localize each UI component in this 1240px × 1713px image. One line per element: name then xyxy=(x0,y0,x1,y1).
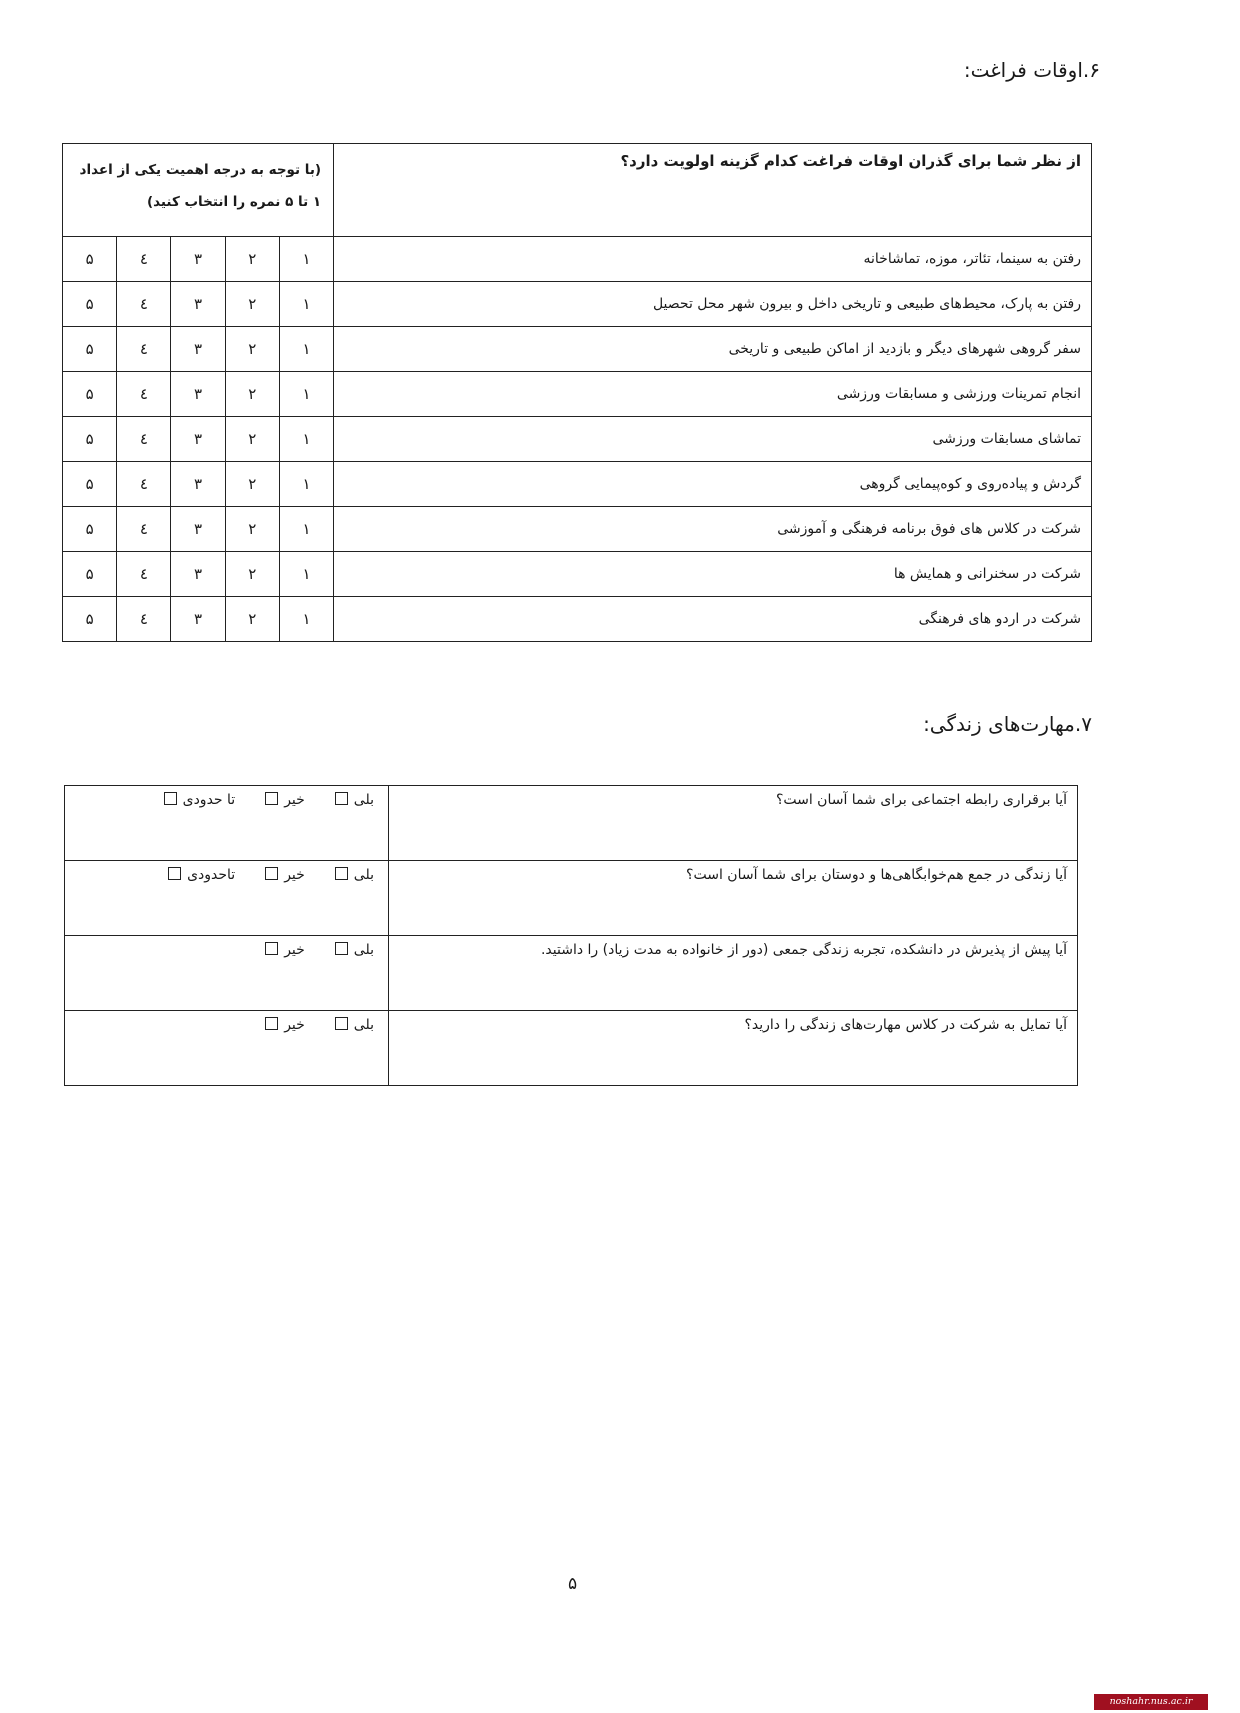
section6-title: ۶.اوقات فراغت: xyxy=(963,58,1100,82)
rating-option-5[interactable]: ۵ xyxy=(63,417,117,462)
rating-option-3[interactable]: ۳ xyxy=(171,327,225,372)
life-skills-question: آیا زندگی در جمع هم‌خوابگاهی‌ها و دوستان برای شما آسان است؟ xyxy=(389,861,1078,936)
rating-option-3[interactable]: ۳ xyxy=(171,282,225,327)
answer-option-label: بلی xyxy=(353,942,374,958)
leisure-row xyxy=(63,462,1092,507)
checkbox-icon[interactable] xyxy=(265,1017,278,1030)
answer-option-label: خیر xyxy=(284,942,305,958)
leisure-item-label: رفتن به سینما، تئاتر، موزه، تماشاخانه xyxy=(334,237,1092,282)
rating-option-3[interactable]: ۳ xyxy=(171,462,225,507)
rating-option-1[interactable]: ۱ xyxy=(279,597,333,642)
rating-option-1[interactable]: ۱ xyxy=(279,327,333,372)
rating-option-4[interactable]: ٤ xyxy=(117,417,171,462)
answer-options xyxy=(65,1011,389,1086)
leisure-items xyxy=(63,237,1092,642)
leisure-row xyxy=(63,507,1092,552)
leisure-row xyxy=(63,237,1092,282)
rating-option-5[interactable]: ۵ xyxy=(63,282,117,327)
life-skills-rows xyxy=(65,786,1078,1086)
leisure-item-label: شرکت در اردو های فرهنگی xyxy=(334,597,1092,642)
page-number: ۵ xyxy=(568,1574,578,1594)
answer-option-label: خیر xyxy=(284,1017,305,1033)
rating-option-5[interactable]: ۵ xyxy=(63,327,117,372)
rating-option-4[interactable]: ٤ xyxy=(117,327,171,372)
leisure-question: از نظر شما برای گذران اوقات فراغت کدام گزینه اولویت دارد؟ xyxy=(334,144,1092,237)
rating-option-5[interactable]: ۵ xyxy=(63,597,117,642)
leisure-item-label: تماشای مسابقات ورزشی xyxy=(334,417,1092,462)
rating-option-2[interactable]: ۲ xyxy=(225,507,279,552)
answer-option[interactable] xyxy=(168,867,235,883)
rating-option-4[interactable]: ٤ xyxy=(117,552,171,597)
scale-instruction xyxy=(63,144,334,237)
answer-option-label: تا حدودی xyxy=(182,792,236,808)
rating-option-2[interactable]: ۲ xyxy=(225,327,279,372)
section7-title: ۷.مهارت‌های زندگی: xyxy=(923,712,1092,736)
rating-option-5[interactable]: ۵ xyxy=(63,507,117,552)
life-skills-row xyxy=(65,786,1078,861)
life-skills-row xyxy=(65,861,1078,936)
site-watermark[interactable]: noshahr.nus.ac.ir xyxy=(1094,1694,1208,1710)
rating-option-1[interactable]: ۱ xyxy=(279,552,333,597)
answer-option[interactable] xyxy=(265,942,305,958)
answer-option[interactable] xyxy=(265,1017,305,1033)
answer-option[interactable] xyxy=(265,792,305,808)
rating-option-3[interactable]: ۳ xyxy=(171,597,225,642)
answer-options xyxy=(65,861,389,936)
leisure-item-label: شرکت در کلاس های فوق برنامه فرهنگی و آموزشی xyxy=(334,507,1092,552)
leisure-table xyxy=(62,143,1092,642)
answer-option[interactable] xyxy=(265,867,305,883)
checkbox-icon[interactable] xyxy=(265,942,278,955)
leisure-row xyxy=(63,282,1092,327)
answer-option-label: خیر xyxy=(284,867,305,883)
life-skills-row xyxy=(65,936,1078,1011)
rating-option-4[interactable]: ٤ xyxy=(117,597,171,642)
checkbox-icon[interactable] xyxy=(335,792,348,805)
leisure-item-label: انجام تمرینات ورزشی و مسابقات ورزشی xyxy=(334,372,1092,417)
answer-option[interactable] xyxy=(164,792,236,808)
checkbox-icon[interactable] xyxy=(335,867,348,880)
life-skills-question: آیا پیش از پذیرش در دانشکده، تجربه زندگی جمعی (دور از خانواده به مدت زیاد) را داشتید. xyxy=(389,936,1078,1011)
rating-option-5[interactable]: ۵ xyxy=(63,372,117,417)
life-skills-question: آیا برقراری رابطه اجتماعی برای شما آسان است؟ xyxy=(389,786,1078,861)
rating-option-4[interactable]: ٤ xyxy=(117,237,171,282)
answer-option[interactable] xyxy=(335,792,374,808)
rating-option-4[interactable]: ٤ xyxy=(117,507,171,552)
scale-instruction-line2: ۱ تا ۵ نمره را انتخاب کنید) xyxy=(146,194,322,210)
answer-option-label: بلی xyxy=(353,1017,374,1033)
scale-instruction-line1: (با توجه به درجه اهمیت یکی از اعداد xyxy=(79,162,322,178)
rating-option-2[interactable]: ۲ xyxy=(225,552,279,597)
leisure-item-label: رفتن به پارک، محیط‌های طبیعی و تاریخی داخل و بیرون شهر محل تحصیل xyxy=(334,282,1092,327)
checkbox-icon[interactable] xyxy=(164,792,177,805)
life-skills-row xyxy=(65,1011,1078,1086)
rating-option-2[interactable]: ۲ xyxy=(225,372,279,417)
answer-option-label: بلی xyxy=(353,792,374,808)
life-skills-question: آیا تمایل به شرکت در کلاس مهارت‌های زندگی را دارید؟ xyxy=(389,1011,1078,1086)
life-skills-table xyxy=(64,785,1078,1086)
rating-option-4[interactable]: ٤ xyxy=(117,462,171,507)
answer-option-label: تاحدودی xyxy=(187,867,236,883)
rating-option-2[interactable]: ۲ xyxy=(225,417,279,462)
leisure-item-label: سفر گروهی شهرهای دیگر و بازدید از اماکن طبیعی و تاریخی xyxy=(334,327,1092,372)
rating-option-4[interactable]: ٤ xyxy=(117,282,171,327)
answer-options xyxy=(65,936,389,1011)
rating-option-3[interactable]: ۳ xyxy=(171,552,225,597)
rating-option-3[interactable]: ۳ xyxy=(171,507,225,552)
rating-option-5[interactable]: ۵ xyxy=(63,552,117,597)
leisure-row xyxy=(63,597,1092,642)
rating-option-5[interactable]: ۵ xyxy=(63,237,117,282)
rating-option-3[interactable]: ۳ xyxy=(171,372,225,417)
checkbox-icon[interactable] xyxy=(265,867,278,880)
leisure-header-row xyxy=(63,144,1092,237)
rating-option-1[interactable]: ۱ xyxy=(279,417,333,462)
answer-option[interactable] xyxy=(335,942,374,958)
leisure-row xyxy=(63,372,1092,417)
checkbox-icon[interactable] xyxy=(168,867,181,880)
leisure-row xyxy=(63,327,1092,372)
rating-option-2[interactable]: ۲ xyxy=(225,597,279,642)
answer-option-label: خیر xyxy=(284,792,305,808)
rating-option-5[interactable]: ۵ xyxy=(63,462,117,507)
rating-option-4[interactable]: ٤ xyxy=(117,372,171,417)
leisure-item-label: گردش و پیاده‌روی و کوه‌پیمایی گروهی xyxy=(334,462,1092,507)
leisure-row xyxy=(63,552,1092,597)
answer-option[interactable] xyxy=(335,1017,374,1033)
leisure-row xyxy=(63,417,1092,462)
rating-option-1[interactable]: ۱ xyxy=(279,282,333,327)
checkbox-icon[interactable] xyxy=(335,942,348,955)
rating-option-1[interactable]: ۱ xyxy=(279,462,333,507)
rating-option-1[interactable]: ۱ xyxy=(279,507,333,552)
leisure-item-label: شرکت در سخنرانی و همایش ها xyxy=(334,552,1092,597)
answer-option[interactable] xyxy=(335,867,374,883)
rating-option-3[interactable]: ۳ xyxy=(171,237,225,282)
rating-option-1[interactable]: ۱ xyxy=(279,237,333,282)
checkbox-icon[interactable] xyxy=(265,792,278,805)
rating-option-1[interactable]: ۱ xyxy=(279,372,333,417)
rating-option-2[interactable]: ۲ xyxy=(225,282,279,327)
rating-option-2[interactable]: ۲ xyxy=(225,237,279,282)
answer-option-label: بلی xyxy=(353,867,374,883)
rating-option-3[interactable]: ۳ xyxy=(171,417,225,462)
answer-options xyxy=(65,786,389,861)
checkbox-icon[interactable] xyxy=(335,1017,348,1030)
rating-option-2[interactable]: ۲ xyxy=(225,462,279,507)
